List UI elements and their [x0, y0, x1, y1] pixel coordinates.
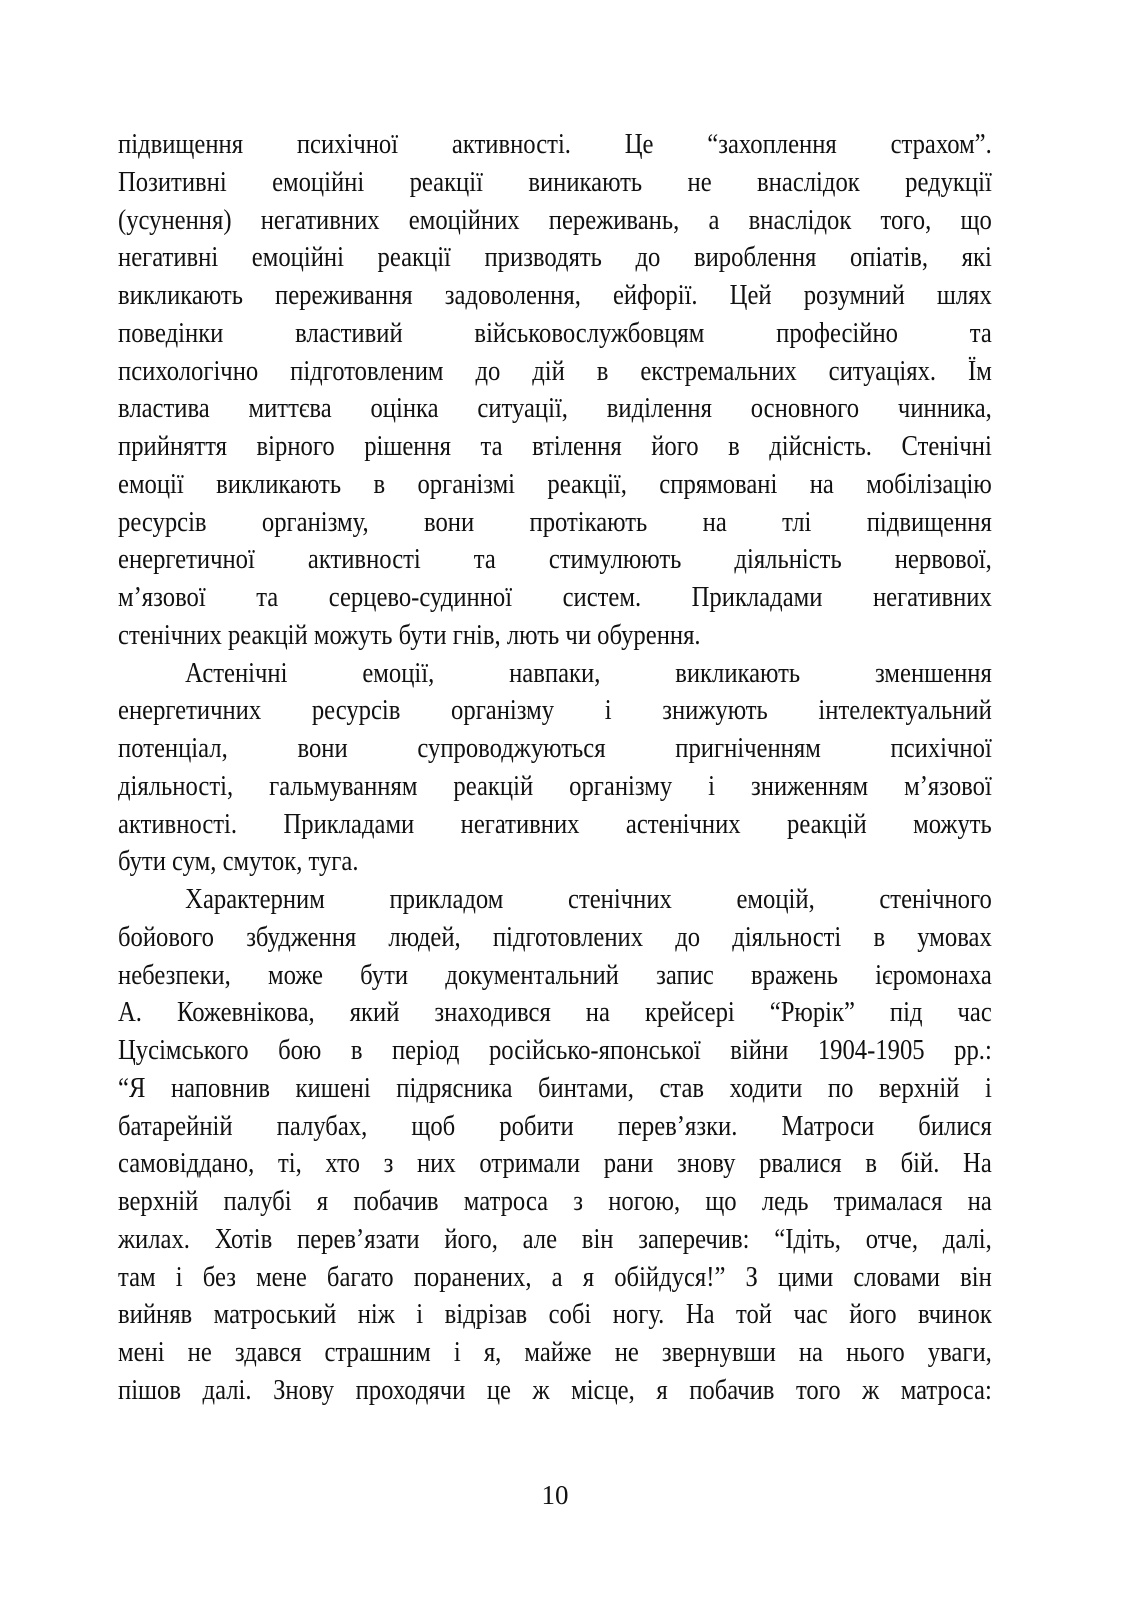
text-line: верхній палубі я побачив матроса з ногою, що ледь трималася на: [118, 1185, 992, 1217]
text-line: Характерним прикладом стенічних емоцій, стенічного: [185, 883, 992, 915]
paragraph: [118, 655, 992, 882]
text-line: підвищення психічної активності. Це “захоплення страхом”.: [118, 128, 992, 160]
paragraph: [118, 126, 992, 655]
text-line: потенціал, вони супроводжуються пригніченням психічної: [118, 732, 992, 764]
text-line: психологічно підготовленим до дій в екстремальних ситуаціях. Їм: [118, 354, 992, 387]
text-line: батарейній палубах, щоб робити перев’язки. Матроси билися: [118, 1109, 992, 1142]
text-line: енергетичної активності та стимулюють діяльність нервової,: [118, 543, 992, 576]
text-line: мені не здався страшним і я, майже не звернувши на нього уваги,: [118, 1336, 992, 1368]
text-line: поведінки властивий військовослужбовцям професійно та: [118, 316, 992, 349]
page-body-text: [118, 126, 992, 1410]
text-line: пішов далі. Знову проходячи це ж місце, я побачив того ж матроса:: [118, 1373, 992, 1406]
text-line: бути сум, смуток, туга.: [118, 845, 359, 878]
text-line: ресурсів організму, вони протікають на тлі підвищення: [118, 505, 992, 538]
text-line: небезпеки, може бути документальний запис вражень ієромонаха: [118, 958, 992, 991]
paragraph: [118, 881, 992, 1410]
text-line: самовіддано, ті, хто з них отримали рани знову рвалися в бій. На: [118, 1147, 992, 1180]
text-line: викликають переживання задоволення, ейфорії. Цей розумний шлях: [118, 279, 992, 311]
text-line: (усунення) негативних емоційних переживань, а внаслідок того, що: [118, 203, 992, 236]
text-line: А. Кожевнікова, який знаходився на крейсері “Рюрік” під час: [118, 996, 992, 1029]
text-line: негативні емоційні реакції призводять до вироблення опіатів, які: [118, 241, 992, 274]
text-line: там і без мене багато поранених, а я обійдуся!” З цими словами він: [118, 1260, 992, 1293]
text-line: м’язової та серцево-судинної систем. Прикладами негативних: [118, 581, 992, 613]
text-line: “Я наповнив кишені підрясника бинтами, став ходити по верхній і: [118, 1071, 992, 1104]
text-line: вийняв матроський ніж і відрізав собі ногу. На той час його вчинок: [118, 1298, 992, 1331]
text-line: Астенічні емоції, навпаки, викликають зменшення: [185, 656, 992, 689]
text-line: властива миттєва оцінка ситуації, виділення основного чинника,: [118, 392, 992, 425]
text-line: жилах. Хотів перев’язати його, але він заперечив: “Ідіть, отче, далі,: [118, 1222, 992, 1255]
text-line: стенічних реакцій можуть бути гнів, лють чи обурення.: [118, 618, 701, 651]
text-line: діяльності, гальмуванням реакцій організму і зниженням м’язової: [118, 769, 992, 802]
text-line: енергетичних ресурсів організму і знижують інтелектуальний: [118, 694, 992, 727]
text-line: Цусімського бою в період російсько-японської війни 1904-1905 рр.:: [118, 1034, 992, 1066]
page-number: 10: [541, 1480, 569, 1510]
text-line: емоції викликають в організмі реакції, спрямовані на мобілізацію: [118, 467, 992, 500]
text-line: прийняття вірного рішення та втілення його в дійсність. Стенічні: [118, 430, 992, 462]
text-line: бойового збудження людей, підготовлених до діяльності в умовах: [118, 920, 992, 953]
text-line: активності. Прикладами негативних астенічних реакцій можуть: [118, 807, 992, 840]
text-line: Позитивні емоційні реакції виникають не внаслідок редукції: [118, 165, 992, 198]
